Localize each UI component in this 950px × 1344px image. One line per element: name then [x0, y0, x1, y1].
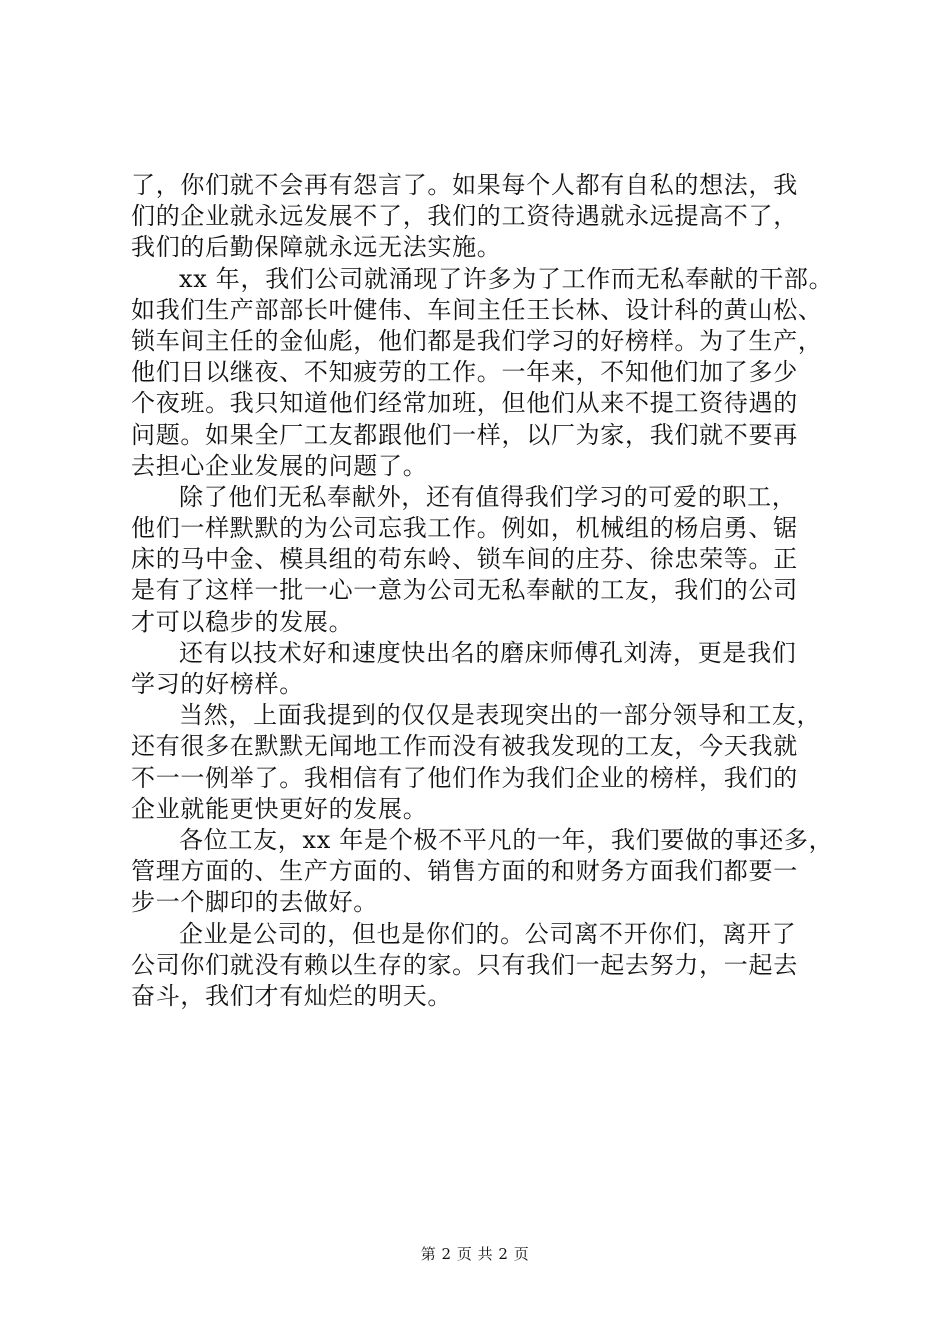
text-line: 问题。如果全厂工友都跟他们一样，以厂为家，我们就不要再 — [131, 420, 798, 449]
text-line: 床的马中金、模具组的苟东岭、锁车间的庄芬、徐忠荣等。正 — [131, 545, 798, 574]
text-line: 除了他们无私奉献外，还有值得我们学习的可爱的职工， — [179, 482, 797, 511]
text-line: 还有很多在默默无闻地工作而没有被我发现的工友，今天我就 — [131, 732, 798, 761]
text-line: 锁车间主任的金仙彪，他们都是我们学习的好榜样。为了生产， — [131, 326, 823, 355]
text-line: 如我们生产部部长叶健伟、车间主任王长林、设计科的黄山松、 — [131, 295, 823, 324]
text-line: 他们一样默默的为公司忘我工作。例如，机械组的杨启勇、锯 — [131, 514, 798, 543]
text-line: 他们日以继夜、不知疲劳的工作。一年来，不知他们加了多少 — [131, 358, 798, 387]
text-line: 个夜班。我只知道他们经常加班，但他们从来不提工资待遇的 — [131, 389, 798, 418]
text-line: 步一个脚印的去做好。 — [131, 888, 378, 917]
text-line: xx 年，我们公司就涌现了许多为了工作而无私奉献的干部。 — [179, 264, 834, 293]
text-line: 企业是公司的，但也是你们的。公司离不开你们，离开了 — [179, 919, 797, 948]
text-line: 不一一例举了。我相信有了他们作为我们企业的榜样，我们的 — [131, 763, 798, 792]
text-line: 还有以技术好和速度快出名的磨床师傅孔刘涛，更是我们 — [179, 638, 797, 667]
page-footer: 第 2 页 共 2 页 — [420, 1245, 530, 1263]
text-line: 学习的好榜样。 — [131, 670, 304, 698]
text-line: 管理方面的、生产方面的、销售方面的和财务方面我们都要一 — [131, 857, 798, 886]
text-line: 企业就能更快更好的发展。 — [131, 794, 428, 823]
text-line: 们的企业就永远发展不了，我们的工资待遇就永远提高不了， — [131, 202, 798, 231]
text-line: 才可以稳步的发展。 — [131, 607, 354, 636]
text-line: 是有了这样一批一心一意为公司无私奉献的工友，我们的公司 — [131, 576, 798, 605]
text-line: 我们的后勤保障就永远无法实施。 — [131, 233, 502, 262]
text-line: 去担心企业发展的问题了。 — [131, 451, 428, 480]
text-line: 各位工友，xx 年是个极不平凡的一年，我们要做的事还多， — [179, 825, 834, 854]
document-body — [131, 170, 834, 1012]
text-line: 奋斗，我们才有灿烂的明天。 — [131, 981, 453, 1010]
text-line: 公司你们就没有赖以生存的家。只有我们一起去努力，一起去 — [131, 950, 798, 979]
text-line: 当然，上面我提到的仅仅是表现突出的一部分领导和工友， — [179, 701, 822, 730]
text-line: 了，你们就不会再有怨言了。如果每个人都有自私的想法，我 — [131, 171, 798, 199]
